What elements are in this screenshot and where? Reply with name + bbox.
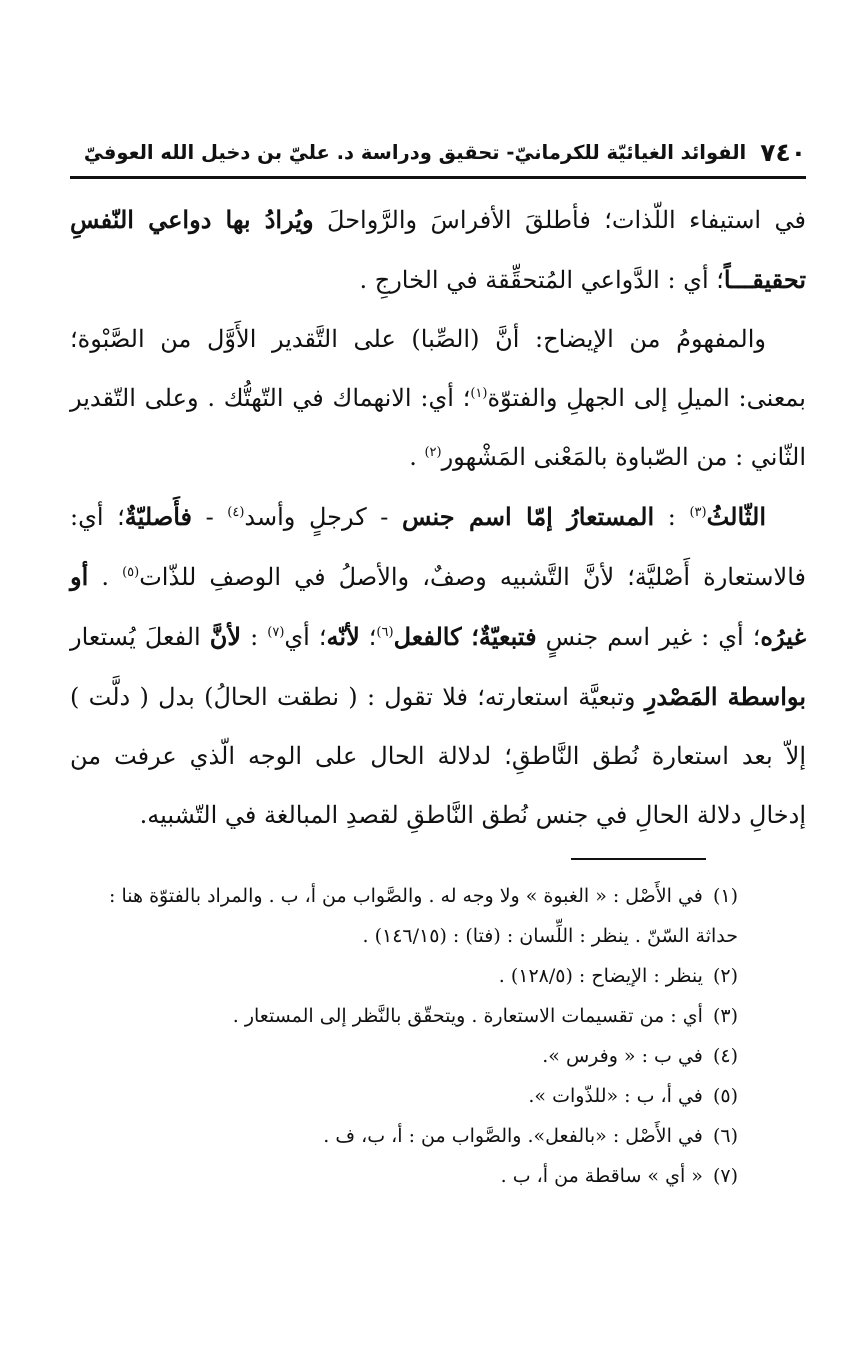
paragraph-1 xyxy=(70,190,806,310)
text-run: ؛ أي : غير اسم جنسٍ xyxy=(536,623,761,651)
footnote-number: (٥) xyxy=(712,1085,738,1107)
bold-phrase: بواسطة المَصْدرِ xyxy=(644,682,806,711)
text-run: في استيفاء اللّذات؛ فأطلقَ الأفراسَ والرَّواحلَ xyxy=(313,206,806,234)
footnote-number: (١) xyxy=(712,885,738,907)
footnote xyxy=(70,1036,738,1076)
paragraph-3 xyxy=(70,487,806,845)
footnote-ref: (٧) xyxy=(267,625,285,640)
footnote xyxy=(70,1156,738,1196)
running-header xyxy=(70,132,806,172)
footnote-ref: (١) xyxy=(470,386,488,401)
footnote-text: في ب : « وفرس ». xyxy=(542,1045,703,1067)
footnote-text: في أ، ب : «للذّوات ». xyxy=(528,1085,703,1107)
text-run: . xyxy=(409,443,425,471)
bold-phrase: فأَصليّةٌ xyxy=(124,502,192,531)
main-text xyxy=(70,190,806,845)
footnote-ref: (٥) xyxy=(122,565,140,580)
text-run: ؛ أي xyxy=(284,623,327,651)
text-run: : xyxy=(241,623,268,651)
footnote-text: ينظر : الإيضاح : (١٢٨/٥) . xyxy=(498,965,703,987)
footnote xyxy=(70,1076,738,1116)
footnote-text: في الأَصْل : «بالفعل». والصَّواب من : أ، ب، ف . xyxy=(323,1125,703,1147)
bold-phrase: فتبعيّةٌ؛ كالفعل xyxy=(393,622,537,651)
text-run: ؛ أي: فالاستعارة أَصْليَّة؛ لأنَّ التَّشبيه وصفٌ، والأصلُ في الوصفِ للذّات xyxy=(70,503,806,591)
text-run: الفعلَ يُستعار xyxy=(70,623,210,651)
text-run: ؛ xyxy=(359,623,377,651)
text-run: . xyxy=(88,563,123,591)
footnote-text: « أي » ساقطة من أ، ب . xyxy=(500,1165,703,1187)
header-divider xyxy=(70,176,806,179)
section-heading: الثّالثُ xyxy=(706,502,767,531)
footnote-ref: (٦) xyxy=(376,625,394,640)
text-run: وتبعيَّة استعارته؛ فلا تقول : ( نطقت الحالُ) بدل ( دلَّت ) إلاّ بعد استعارة نُطق النَّاطقِ؛ لدلالة الحال على الوجه الّذي عرفت من إدخالِ دلالة الحالِ في جنس نُطق النَّاطقِ لقصدِ المبالغة في التّشبيه. xyxy=(70,683,806,829)
footnote-number: (٧) xyxy=(712,1165,738,1187)
footnote-ref: (٢) xyxy=(424,445,442,460)
footnote xyxy=(70,1116,738,1156)
text-run: ؛ أي: الانهماك في التّهتُّك . وعلى التّقدير الثّاني : من الصّباوة بالمَعْنى المَشْهور xyxy=(70,384,806,471)
footnote xyxy=(70,876,738,956)
footnote-number: (٤) xyxy=(712,1045,738,1067)
footnote-text: في الأَصْل : « الغبوة » ولا وجه له . والصَّواب من أ، ب . والمراد بالفتوّة هنا : حداثة السّنّ . ينظر : اللِّسان : (فتا) : (١٤٦/١٥) . xyxy=(109,885,738,947)
footnote-ref: (٤) xyxy=(227,505,245,520)
text-run: - xyxy=(191,503,228,531)
footnote-number: (٦) xyxy=(712,1125,738,1147)
paragraph-2 xyxy=(70,310,806,487)
bold-phrase: المستعارُ إمّا اسم جنس xyxy=(401,502,655,531)
footnotes xyxy=(70,876,738,1196)
text-run: ؛ أي : الدَّواعي المُتحقِّقة في الخارجِ . xyxy=(359,266,724,294)
text-run: : xyxy=(654,503,690,531)
footnote xyxy=(70,956,738,996)
footnote-number: (٣) xyxy=(712,1005,738,1027)
footnote-divider xyxy=(571,858,706,860)
page-number: ٧٤٠ xyxy=(760,137,806,167)
bold-phrase: لأنّه xyxy=(326,622,360,651)
footnote xyxy=(70,996,738,1036)
text-run: والمفهومُ من الإيضاح: أنَّ (الصِّبا) على التَّقدير الأَوَّل من الصَّبْوة؛ بمعنى: الميلِ إلى الجهلِ والفتوّة xyxy=(70,325,806,412)
footnote-text: أي : من تقسيمات الاستعارة . ويتحقّق بالنَّظر إلى المستعار . xyxy=(232,1005,703,1027)
footnote-number: (٢) xyxy=(712,965,738,987)
bold-phrase: أو غيرُه xyxy=(70,562,807,651)
footnote-ref: (٣) xyxy=(689,505,707,520)
bold-phrase: لأنَّ xyxy=(209,622,242,651)
running-title: الفوائد الغيائيّة للكرمانيّ- تحقيق ودراسة د. عليّ بن دخيل الله العوفيّ xyxy=(83,140,747,164)
text-run: - كرجلٍ وأسد xyxy=(244,503,402,531)
bold-phrase: ويُرادُ بها دواعي النّفسِ تحقيقـــاً xyxy=(70,205,806,294)
